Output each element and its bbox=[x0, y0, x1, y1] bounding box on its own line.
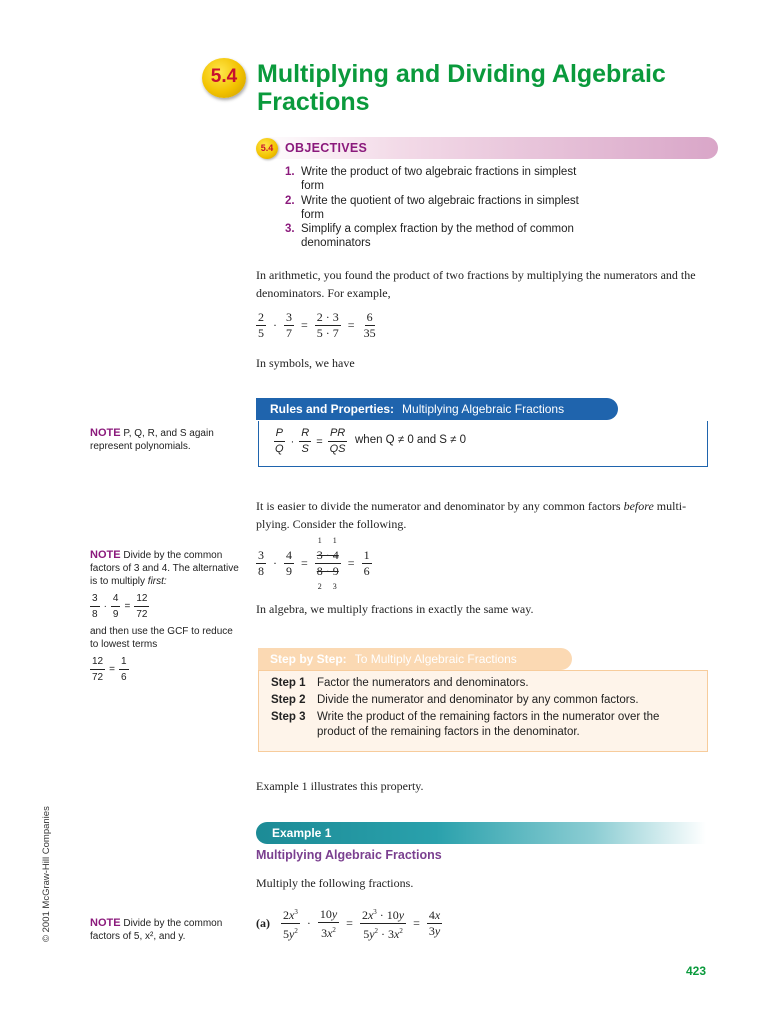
step-by-step-box bbox=[258, 670, 708, 752]
note-multiply-first-eq: $\frac{3}{8}$ · $\frac{4}{9}$ = $\frac{12}{72}$ bbox=[92, 593, 148, 620]
objectives-label: OBJECTIVES bbox=[285, 141, 368, 155]
note-polynomials: NOTE P, Q, R, and S again represent polynomials. bbox=[90, 427, 214, 452]
step-1: Step 1 Factor the numerators and denominators. bbox=[271, 677, 529, 689]
part-label: (a) bbox=[256, 916, 270, 930]
objectives-badge bbox=[256, 138, 278, 159]
example-header: Example 1 bbox=[256, 822, 706, 844]
objective-item: 2. Write the quotient of two algebraic fractions in simplest form bbox=[285, 194, 579, 221]
copyright: © 2001 McGraw-Hill Companies bbox=[41, 806, 52, 942]
step-by-step-header: Step by Step: To Multiply Algebraic Fractions bbox=[258, 648, 572, 670]
step-3: Step 3 Write the product of the remaining factors in the numerator over the product of the remaining factors in the denominator. bbox=[271, 711, 660, 738]
note-example-common-factors: NOTE Divide by the common factors of 5, x², and y. bbox=[90, 917, 223, 942]
arithmetic-example: $\frac{2}{5}$ · $\frac{3}{7}$ = $\frac{2 \cdot 3}{5 \cdot 7}$ = $\frac{6}{35}$ bbox=[258, 310, 376, 340]
intro-paragraph: In arithmetic, you found the product of two fractions by multiplying the numerators and the denominators. For example, bbox=[256, 268, 696, 300]
objectives-list bbox=[285, 165, 585, 251]
note-reduce-eq: $\frac{12}{72}$ = $\frac{1}{6}$ bbox=[92, 656, 127, 683]
rule-formula: $\frac{P}{Q}$ · $\frac{R}{S}$ = $\frac{PR}{QS}$ bbox=[275, 427, 346, 455]
note-divide-common: NOTE Divide by the common factors of 3 and 4. The alternative is to multiply first: $\frac{3}{8}$ · $\frac{4}{9}$ = $\frac{12}{72}$ and then use the GCF to reduce to lowest terms $\frac{12}{72}$ = $\frac{1}{6}$ bbox=[90, 549, 239, 683]
objective-item: 3. Simplify a complex fraction by the method of common denominators bbox=[285, 223, 574, 250]
objective-item: 1. Write the product of two algebraic fractions in simplest form bbox=[285, 166, 577, 193]
section-badge bbox=[202, 58, 246, 98]
symbols-paragraph: In symbols, we have bbox=[256, 356, 355, 370]
objectives-badge-number: 5.4 bbox=[260, 143, 274, 153]
example-subtitle: Multiplying Algebraic Fractions bbox=[256, 848, 442, 862]
rules-box bbox=[258, 421, 708, 467]
step-2: Step 2 Divide the numerator and denominator by any common factors. bbox=[271, 694, 639, 706]
example-part-a: (a) $\frac{2x^3}{5y^2}$ · $\frac{10y}{3x^2}$ = $\frac{2x^3 \cdot 10y}{5y^2 \cdot 3x^2}$ = $\frac{4x}{3y}$ bbox=[256, 906, 441, 941]
section-number: 5.4 bbox=[210, 66, 238, 87]
algebra-paragraph: In algebra, we multiply fractions in exactly the same way. bbox=[256, 602, 534, 616]
example-instruction: Multiply the following fractions. bbox=[256, 876, 414, 890]
cancellation-example: $\frac{3}{8}$ · $\frac{4}{9}$ = 1 1 $\frac{3 \cdot 4}{8 \cdot 9}$ 2 3 = $\frac{1}{6}$ bbox=[258, 536, 370, 591]
page-number: 423 bbox=[686, 964, 707, 978]
section-title: Multiplying and Dividing Algebraic Fractions bbox=[257, 60, 666, 116]
divide-first-paragraph: It is easier to divide the numerator and denominator by any common factors before multiplying. Consider the following. bbox=[256, 499, 687, 531]
rule-condition: when Q ≠ 0 and S ≠ 0 bbox=[355, 434, 467, 446]
example-intro-paragraph: Example 1 illustrates this property. bbox=[256, 779, 424, 793]
rules-header: Rules and Properties: Multiplying Algebraic Fractions bbox=[256, 398, 618, 420]
